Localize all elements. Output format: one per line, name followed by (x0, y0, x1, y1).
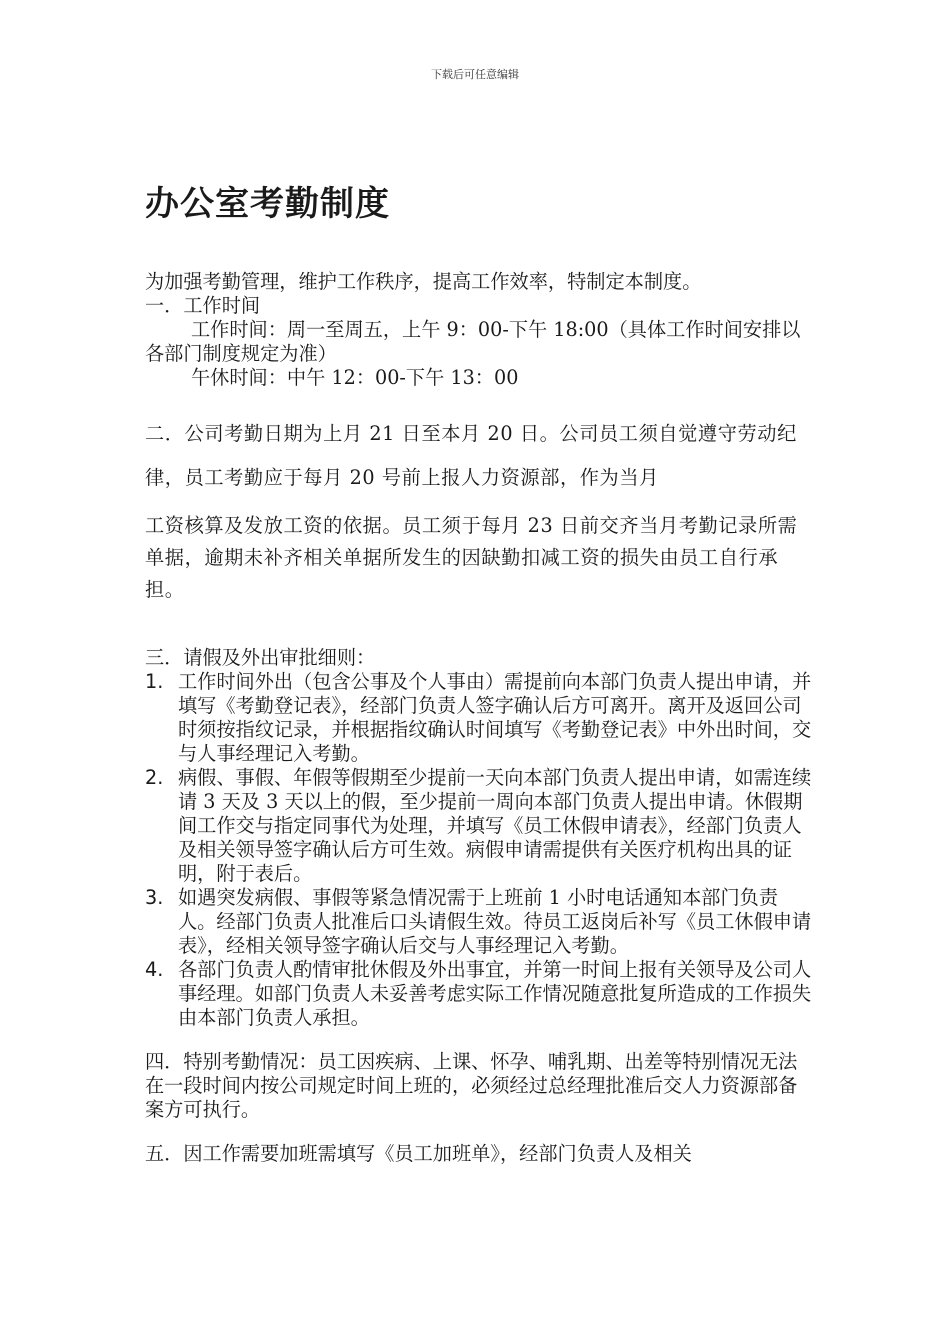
section-2-part-1: 二．公司考勤日期为上月 21 日至本月 20 日。公司员工须自觉遵守劳动纪律，员工考勤应于每月 20 号前上报人力资源部，作为当月 (145, 422, 797, 489)
list-text: 各部门负责人酌情审批休假及外出事宜，并第一时间上报有关领导及公司人事经理。如部门负责人未妥善考虑实际工作情况随意批复所造成的工作损失由本部门负责人承担。 (178, 958, 812, 1029)
list-item (145, 958, 813, 1030)
page-header-note: 下载后可任意编辑 (431, 68, 519, 81)
section-1-heading: 一．工作时间 (145, 294, 261, 317)
list-item (145, 766, 813, 886)
work-hours-text (145, 318, 813, 366)
work-hours-value: 工作时间：周一至周五，上午 9：00-下午 18:00（具体工作时间安排以各部门制度规定为准） (145, 318, 801, 365)
list-text: 工作时间外出（包含公事及个人事由）需提前向本部门负责人提出申请，并填写《考勤登记表》，经部门负责人签字确认后方可离开。离开及返回公司时须按指纹记录，并根据指纹确认时间填写《考勤登记表》中外出时间，交与人事经理记入考勤。 (178, 670, 812, 765)
section-3-heading: 三．请假及外出审批细则： (145, 646, 376, 669)
list-text: 病假、事假、年假等假期至少提前一天向本部门负责人提出申请，如需连续请 3 天及 3 天以上的假，至少提前一周向本部门负责人提出申请。休假期间工作交与指定同事代为处理，并填写《员工休假申请表》，经部门负责人及相关领导签字确认后方可生效。病假申请需提供有关医疗机构出具的证明，附于表后。 (178, 766, 812, 885)
list-number: 2. (145, 766, 164, 789)
list-item (145, 886, 813, 958)
list-number: 3. (145, 886, 164, 909)
section-4-paragraph: 四．特别考勤情况：员工因疾病、上课、怀孕、哺乳期、出差等特别情况无法在一段时间内按公司规定时间上班的，必须经过总经理批准后交人力资源部备案方可执行。 (145, 1050, 798, 1121)
leave-rules-list (145, 670, 813, 1030)
list-number: 4. (145, 958, 164, 981)
section-5-paragraph: 五．因工作需要加班需填写《员工加班单》，经部门负责人及相关 (145, 1142, 692, 1165)
list-text: 如遇突发病假、事假等紧急情况需于上班前 1 小时电话通知本部门负责人。经部门负责人批准后口头请假生效。待员工返岗后补写《员工休假申请表》，经相关领导签字确认后交与人事经理记入考勤。 (178, 886, 812, 957)
list-number: 1. (145, 670, 164, 693)
document-title: 办公室考勤制度 (145, 184, 390, 224)
break-hours-text: 午休时间：中午 12：00-下午 13：00 (191, 366, 519, 389)
section-2-part-2: 工资核算及发放工资的依据。员工须于每月 23 日前交齐当月考勤记录所需单据，逾期未补齐相关单据所发生的因缺勤扣减工资的损失由员工自行承担。 (145, 514, 798, 601)
document-body (145, 270, 813, 1166)
intro-paragraph: 为加强考勤管理，维护工作秩序，提高工作效率，特制定本制度。 (145, 270, 702, 293)
list-item (145, 670, 813, 766)
